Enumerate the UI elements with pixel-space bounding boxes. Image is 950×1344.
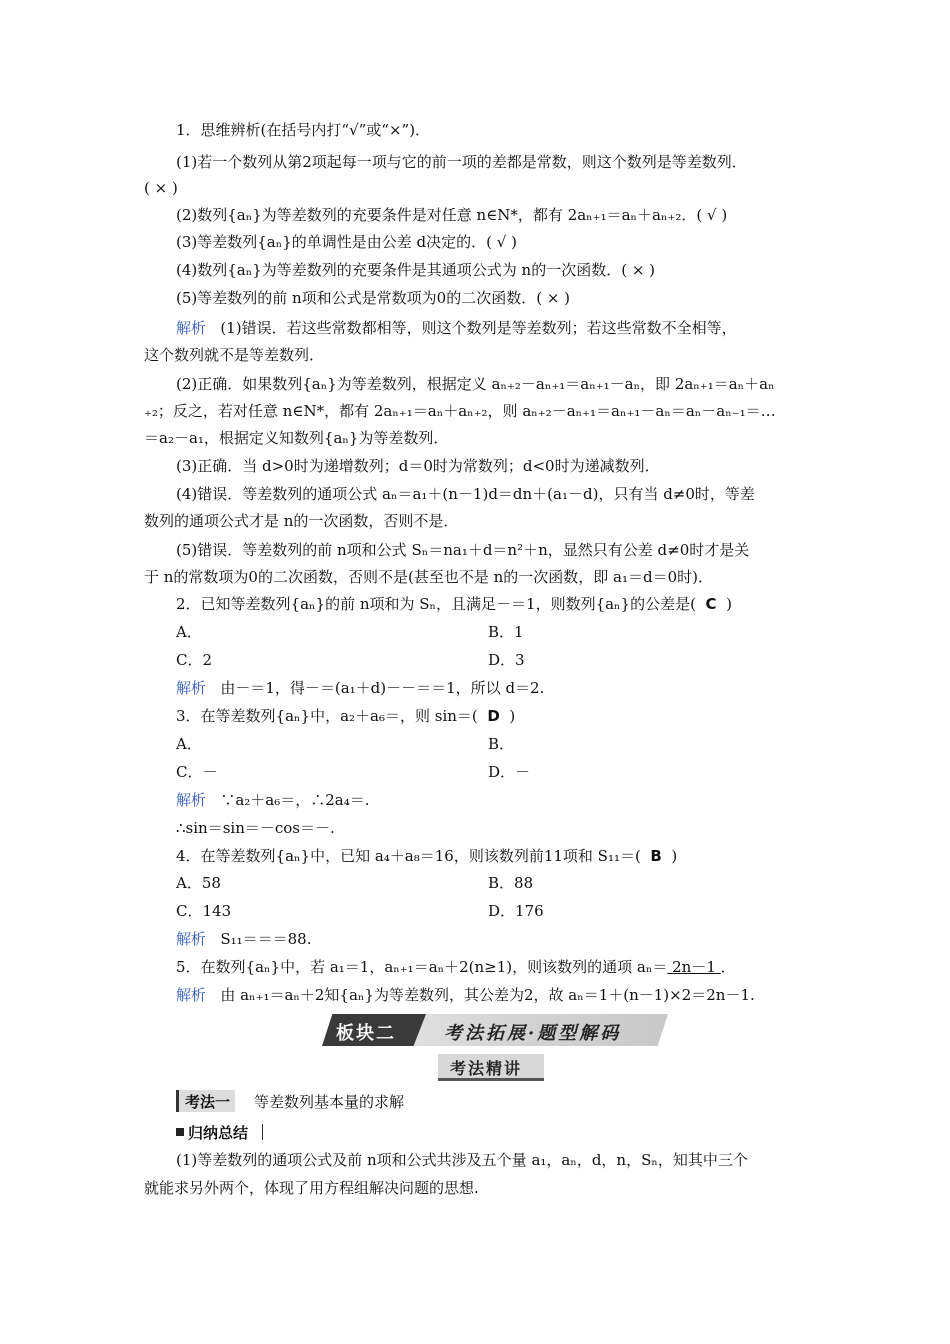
solution-label: 解析 <box>176 986 207 1004</box>
q1-item-2: (2)数列{aₙ}为等差数列的充要条件是对任意 n∈N*，都有 2aₙ₊₁＝aₙ＋aₙ₊₂．( √ ) <box>176 206 728 224</box>
q1-solution-line-9: (5)错误．等差数列的前 n项和公式 Sₙ＝na₁＋d＝n²＋n，显然只有公差 d≠0时才是关 <box>176 541 750 559</box>
solution-text: 由－＝1，得－＝(a₁＋d)－－＝＝1，所以 d＝2. <box>220 679 545 697</box>
q4-option-a: A．58 <box>176 874 221 892</box>
method-tag-text: 考法一 <box>185 1093 231 1111</box>
q4-stem <box>176 846 677 866</box>
solution-text: (1)错误．若这些常数都相等，则这个数列是等差数列；若这些常数不全相等， <box>220 319 737 337</box>
subheading-box <box>438 1054 544 1081</box>
solution-label: 解析 <box>176 679 207 697</box>
q3-stem <box>176 706 515 726</box>
q1-item-5: (5)等差数列的前 n项和公式是常数项为0的二次函数．( × ) <box>176 289 571 307</box>
method-heading <box>176 1090 776 1112</box>
method-title: 等差数列基本量的求解 <box>254 1093 405 1111</box>
q1-item-4: (4)数列{aₙ}为等差数列的充要条件是其通项公式为 n的一次函数．( × ) <box>176 261 656 279</box>
q4-stem-text: 4．在等差数列{aₙ}中，已知 a₄＋a₈＝16，则该数列前11项和 S₁₁＝( <box>176 847 641 865</box>
q1-solution-line-8: 数列的通项公式才是 n的一次函数，否则不是． <box>144 512 459 530</box>
q1-title: 1．思维辨析(在括号内打“√”或“×”)． <box>176 121 431 139</box>
solution-label: 解析 <box>176 791 207 809</box>
q3-stem-text: 3．在等差数列{aₙ}中，a₂＋a₆＝，则 sin＝( <box>176 707 478 725</box>
section-banner <box>322 1014 668 1046</box>
q1-solution-line-5: ＝a₂－a₁，根据定义知数列{aₙ}为等差数列． <box>144 429 449 447</box>
solution-label: 解析 <box>176 930 207 948</box>
q3-option-a: A． <box>176 735 202 753</box>
q4-solution <box>176 929 312 949</box>
q5-end: ． <box>720 958 736 976</box>
q2-option-b: B．1 <box>488 623 524 641</box>
q1-solution-line-3: (2)正确．如果数列{aₙ}为等差数列，根据定义 aₙ₊₂－aₙ₊₁＝aₙ₊₁－aₙ，即 2aₙ₊₁＝aₙ＋aₙ <box>176 375 775 393</box>
q4-option-c: C．143 <box>176 902 232 920</box>
summary-line-2: 就能求另外两个，体现了用方程组解决问题的思想. <box>144 1179 479 1197</box>
q1-solution-line-7: (4)错误．等差数列的通项公式 aₙ＝a₁＋(n－1)d＝dn＋(a₁－d)，只有当 d≠0时，等差 <box>176 485 755 503</box>
q1-solution-line-6: (3)正确．当 d>0时为递增数列；d＝0时为常数列；d<0时为递减数列． <box>176 457 660 475</box>
summary-line-1: (1)等差数列的通项公式及前 n项和公式共涉及五个量 a₁，aₙ，d，n，Sₙ，知其中三个 <box>176 1151 748 1169</box>
q1-solution-line-1 <box>176 318 737 338</box>
q3-option-b: B． <box>488 735 515 753</box>
method-tag <box>176 1090 235 1112</box>
q3-answer: D <box>487 707 500 725</box>
square-bullet-icon <box>176 1128 184 1136</box>
q2-option-c: C．2 <box>176 651 213 669</box>
q5-stem-text: 5．在数列{aₙ}中，若 a₁＝1，aₙ₊₁＝aₙ＋2(n≥1)，则该数列的通项 aₙ＝ <box>176 958 668 976</box>
q3-option-d: D．－ <box>488 763 531 781</box>
q5-answer: 2n－1 <box>667 958 721 976</box>
q1-solution-line-10: 于 n的常数项为0的二次函数，否则不是(甚至也不是 n的一次函数，即 a₁＝d＝0时)． <box>144 568 713 586</box>
solution-label: 解析 <box>176 319 207 337</box>
subheading-text: 考法精讲 <box>450 1059 523 1078</box>
heading-divider <box>262 1124 263 1140</box>
summary-heading-text: 归纳总结 <box>188 1124 249 1142</box>
q1-item-1: (1)若一个数列从第2项起每一项与它的前一项的差都是常数，则这个数列是等差数列． <box>176 153 747 171</box>
solution-text: 由 aₙ₊₁＝aₙ＋2知{aₙ}为等差数列，其公差为2，故 aₙ＝1＋(n－1)×2＝2n－1. <box>220 986 755 1004</box>
q1-solution-line-4: ₊₂；反之，若对任意 n∈N*，都有 2aₙ₊₁＝aₙ＋aₙ₊₂，则 aₙ₊₂－aₙ₊₁＝aₙ₊₁－aₙ＝aₙ－aₙ₋₁＝… <box>144 402 776 420</box>
q2-answer: C <box>705 595 717 613</box>
banner-left-text: 板块二 <box>336 1023 396 1044</box>
q2-option-a: A． <box>176 623 202 641</box>
q2-solution <box>176 678 544 698</box>
solution-text: S₁₁＝＝＝88. <box>220 930 312 948</box>
q2-option-d: D．3 <box>488 651 525 669</box>
q3-close: ) <box>509 707 516 725</box>
q3-solution-2: ∴sin＝sin＝－cos＝－. <box>176 819 335 837</box>
q4-option-d: D．176 <box>488 902 544 920</box>
q2-stem <box>176 594 732 614</box>
q1-item-3: (3)等差数列{aₙ}的单调性是由公差 d决定的．( √ ) <box>176 233 517 251</box>
q5-stem <box>176 957 736 977</box>
solution-text: ∵a₂＋a₆＝，∴2a₄＝. <box>220 791 370 809</box>
q3-solution <box>176 790 370 810</box>
q4-answer: B <box>650 847 662 865</box>
q5-solution <box>176 985 755 1005</box>
q2-close: ) <box>726 595 732 613</box>
q4-option-b: B．88 <box>488 874 534 892</box>
q4-close: ) <box>671 847 678 865</box>
banner-right-text: 考法拓展·题型解码 <box>444 1023 622 1044</box>
q3-option-c: C．－ <box>176 763 218 781</box>
q1-item-1-answer: ( × ) <box>144 179 178 197</box>
q1-solution-line-2: 这个数列就不是等差数列． <box>144 346 325 364</box>
q2-stem-text: 2．已知等差数列{aₙ}的前 n项和为 Sₙ，且满足－＝1，则数列{aₙ}的公差是( <box>176 595 696 613</box>
